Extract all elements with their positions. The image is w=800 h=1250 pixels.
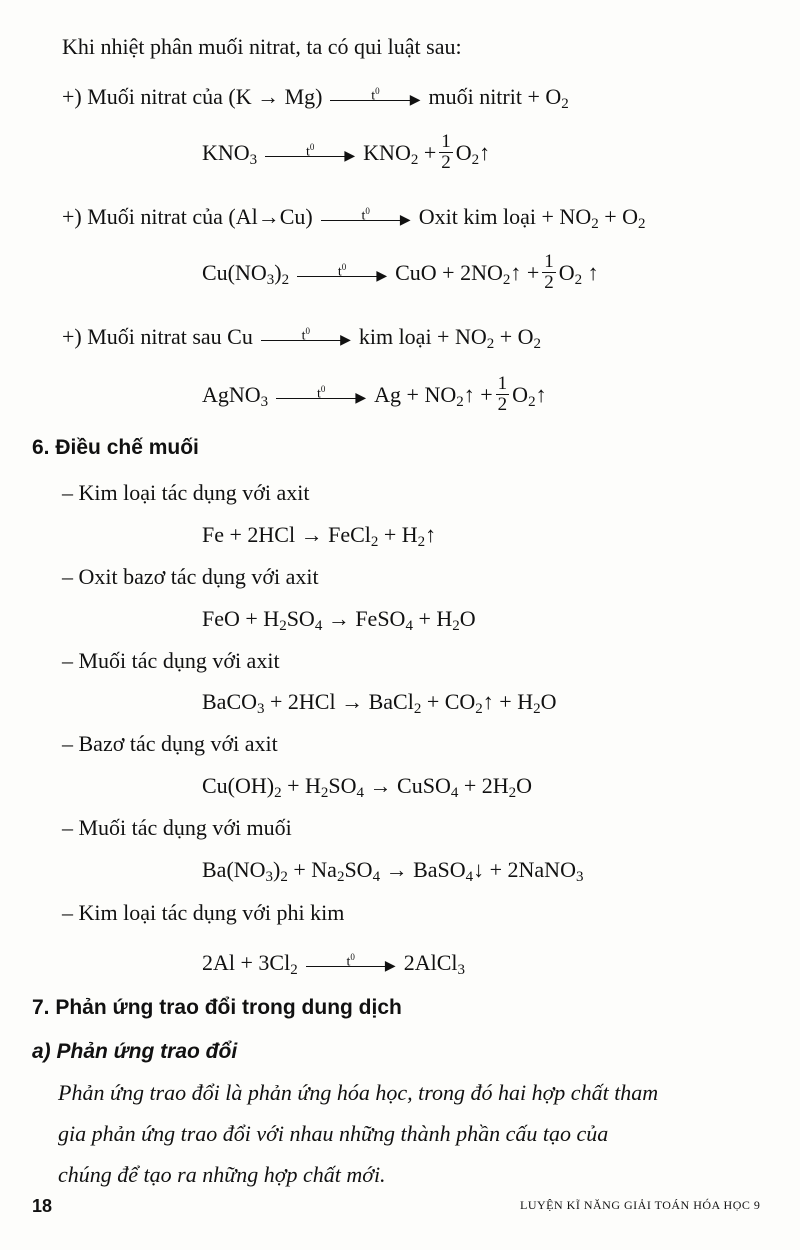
rule-2-equation: $Cu(NO_3)_2$ $t^0$ ▶ CuO + $2NO_2↑$ + $\frac{1}{2}$ $O_2$ ↑ [202, 251, 599, 293]
book-title: LUYỆN KĨ NĂNG GIẢI TOÁN HÓA HỌC 9 [520, 1198, 761, 1212]
section-7-title: 7. Phản ứng trao đổi trong dung dịch [32, 996, 402, 1019]
list-item-label: – Muối tác dụng với axit [62, 648, 280, 673]
heat-arrow: $t^0$ ▶ [265, 140, 355, 166]
equation: Fe + 2HCl → FeCl$_2$ + $H_2↑$ [202, 522, 437, 550]
heat-arrow: $t^0$ ▶ [321, 204, 411, 230]
equation: BaCO$_3$ + 2HCl → BaCl$_2$ + $CO_2↑ + H_2O$ [202, 689, 557, 717]
heat-arrow: $t^0$ ▶ [306, 950, 396, 976]
list-item-label: – Bazơ tác dụng với axit [62, 731, 278, 756]
equation: $Cu(OH)_2 + H_2SO_4$ → CuSO$_4$ + $2H_2O$ [202, 773, 533, 801]
list-item-label: – Muối tác dụng với muối [62, 815, 292, 840]
rule-1: +) Muối nitrat của (K → Mg) $t^0$ ▶ muối nitrit + $O_2$ [62, 84, 569, 112]
rule-1-equation: $KNO_3$ $t^0$ ▶ $KNO_2$ + $\frac{1}{2}$ $O_2↑$ [202, 131, 491, 173]
list-item-label: – Kim loại tác dụng với axit [62, 480, 310, 505]
heat-arrow: $t^0$ ▶ [330, 84, 420, 110]
section-6-title: 6. Điều chế muối [32, 436, 199, 459]
definition-line-1: Phản ứng trao đổi là phản ứng hóa học, trong đó hai hợp chất tham [58, 1080, 659, 1105]
equation: $Ba(NO_3)_2 + Na_2SO_4$ → BaSO$_4$↓ + 2NaNO$_3$ [202, 857, 584, 885]
list-item-label: – Kim loại tác dụng với phi kim [62, 900, 345, 925]
rule-2: +) Muối nitrat của (Al→Cu) $t^0$ ▶ Oxit kim loại + $NO_2 + O_2$ [62, 204, 646, 232]
page-number: 18 [32, 1196, 53, 1216]
intro-text: Khi nhiệt phân muối nitrat, ta có qui luật sau: [62, 34, 462, 59]
heat-arrow: $t^0$ ▶ [276, 382, 366, 408]
heat-arrow: $t^0$ ▶ [297, 260, 387, 286]
definition-line-2: gia phản ứng trao đổi với nhau những thành phần cấu tạo của [58, 1121, 609, 1146]
rule-3: +) Muối nitrat sau Cu $t^0$ ▶ kim loại + $NO_2 + O_2$ [62, 324, 542, 352]
equation: FeO + $H_2SO_4$ → FeSO$_4$ + $H_2O$ [202, 606, 476, 634]
equation: $2Al + 3Cl_2$ $t^0$ ▶ 2AlCl$_3$ [202, 950, 465, 978]
section-7a-subtitle: a) Phản ứng trao đổi [32, 1040, 238, 1063]
rule-3-equation: AgNO$_3$ $t^0$ ▶ $Ag + NO_2↑$ + $\frac{1}{2}$ $O_2↑$ [202, 373, 547, 415]
definition-line-3: chúng để tạo ra những hợp chất mới. [58, 1162, 386, 1187]
heat-arrow: $t^0$ ▶ [261, 324, 351, 350]
list-item-label: – Oxit bazơ tác dụng với axit [62, 564, 319, 589]
